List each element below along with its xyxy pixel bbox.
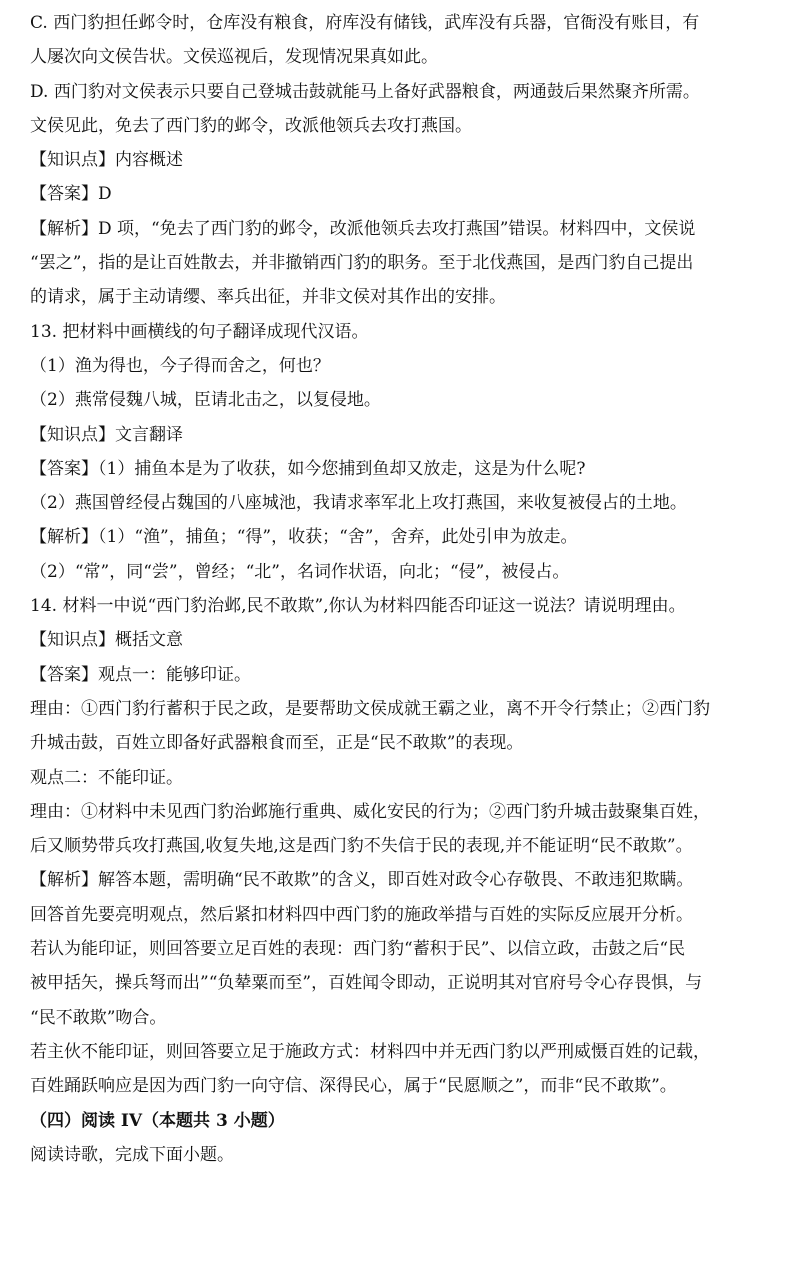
q13-stem: 13. 把材料中画横线的句子翻译成现代汉语。 [30,321,369,342]
q14-reason-2-line-1: 理由：①材料中未见西门豹治邺施行重典、威化安民的行为；②西门豹升城击鼓聚集百姓， [30,801,710,822]
q13-knowledge-point: 【知识点】文言翻译 [30,424,183,445]
option-d-line-1: D. 西门豹对文侯表示只要自己登城击鼓就能马上备好武器粮食，两通鼓后果然聚齐所需。 [30,81,700,102]
option-c-line-1: C. 西门豹担任邺令时，仓库没有粮食，府库没有储钱，武库没有兵器，官衙没有账目，有 [30,13,700,33]
q14-reason-1-line-1: 理由：①西门豹行蓄积于民之政，是要帮助文侯成就王霸之业，离不开令行禁止；②西门豹 [30,698,710,719]
q14-answer-view-2: 观点二：不能印证。 [30,767,183,788]
q12-answer: 【答案】D [30,184,112,205]
section-4-instruction: 阅读诗歌，完成下面小题。 [30,1144,234,1165]
q14-analysis-line-7: 百姓踊跃响应是因为西门豹一向守信、深得民心，属于“民愿顺之”，而非“民不敢欺”。 [30,1076,677,1097]
q12-analysis-line-1: 【解析】D 项，“免去了西门豹的邺令，改派他领兵去攻打燕国”错误。材料四中，文侯说 [30,218,696,239]
q13-sentence-2: （2）燕常侵魏八城，臣请北击之，以复侵地。 [30,390,381,411]
q14-knowledge-point: 【知识点】概括文意 [30,630,183,651]
q14-answer-view-1: 【答案】观点一：能够印证。 [30,664,251,685]
q14-analysis-line-1: 【解析】解答本题，需明确“民不敢欺”的含义，即百姓对政令心存敬畏、不敢违犯欺瞒。 [30,870,694,891]
q14-analysis-line-2: 回答首先要亮明观点，然后紧扣材料四中西门豹的施政举措与百姓的实际反应展开分析。 [30,904,693,925]
q13-sentence-1: （1）渔为得也，今子得而舍之，何也？ [30,355,330,376]
q12-knowledge-point: 【知识点】内容概述 [30,150,183,171]
q14-reason-2-line-2: 后又顺势带兵攻打燕国,收复失地,这是西门豹不失信于民的表现,并不能证明“民不敢欺”。 [30,836,693,857]
option-c-line-2: 人屡次向文侯告状。文侯巡视后，发现情况果真如此。 [30,47,438,68]
q14-analysis-line-4: 被甲括矢，操兵弩而出”“负辇粟而至”，百姓闻令即动，正说明其对官府号令心存畏惧，与 [30,973,703,994]
q14-reason-1-line-2: 升城击鼓，百姓立即备好武器粮食而至，正是“民不敢欺”的表现。 [30,733,524,754]
q13-analysis-2: （2）“常”，同“尝”，曾经；“北”，名词作状语，向北；“侵”，被侵占。 [30,561,570,582]
q12-analysis-line-2: “罢之”，指的是让百姓散去，并非撤销西门豹的职务。至于北伐燕国，是西门豹自己提出 [30,253,694,274]
q14-analysis-line-5: “民不敢欺”吻合。 [30,1007,167,1028]
q14-analysis-line-3: 若认为能印证，则回答要立足百姓的表现：西门豹“蓄积于民”、以信立政，击鼓之后“民 [30,939,686,960]
section-4-heading: （四）阅读 IV（本题共 3 小题） [30,1110,285,1131]
q12-analysis-line-3: 的请求，属于主动请缨、率兵出征，并非文侯对其作出的安排。 [30,287,506,308]
q14-stem: 14. 材料一中说“西门豹治邺,民不敢欺”,你认为材料四能否印证这一说法？请说明理由。 [30,596,686,617]
q13-answer-2: （2）燕国曾经侵占魏国的八座城池，我请求率军北上攻打燕国，来收复被侵占的土地。 [30,493,687,514]
q13-answer-1: 【答案】（1）捕鱼本是为了收获，如今您捕到鱼却又放走，这是为什么呢? [30,458,586,479]
document-page [30,6,790,1172]
option-d-line-2: 文侯见此，免去了西门豹的邺令，改派他领兵去攻打燕国。 [30,115,472,136]
q14-analysis-line-6: 若主伙不能印证，则回答要立足于施政方式：材料四中并无西门豹以严刑威慑百姓的记载， [30,1041,710,1062]
q13-analysis-1: 【解析】（1）“渔”，捕鱼；“得”，收获；“舍”，舍弃，此处引申为放走。 [30,527,578,548]
